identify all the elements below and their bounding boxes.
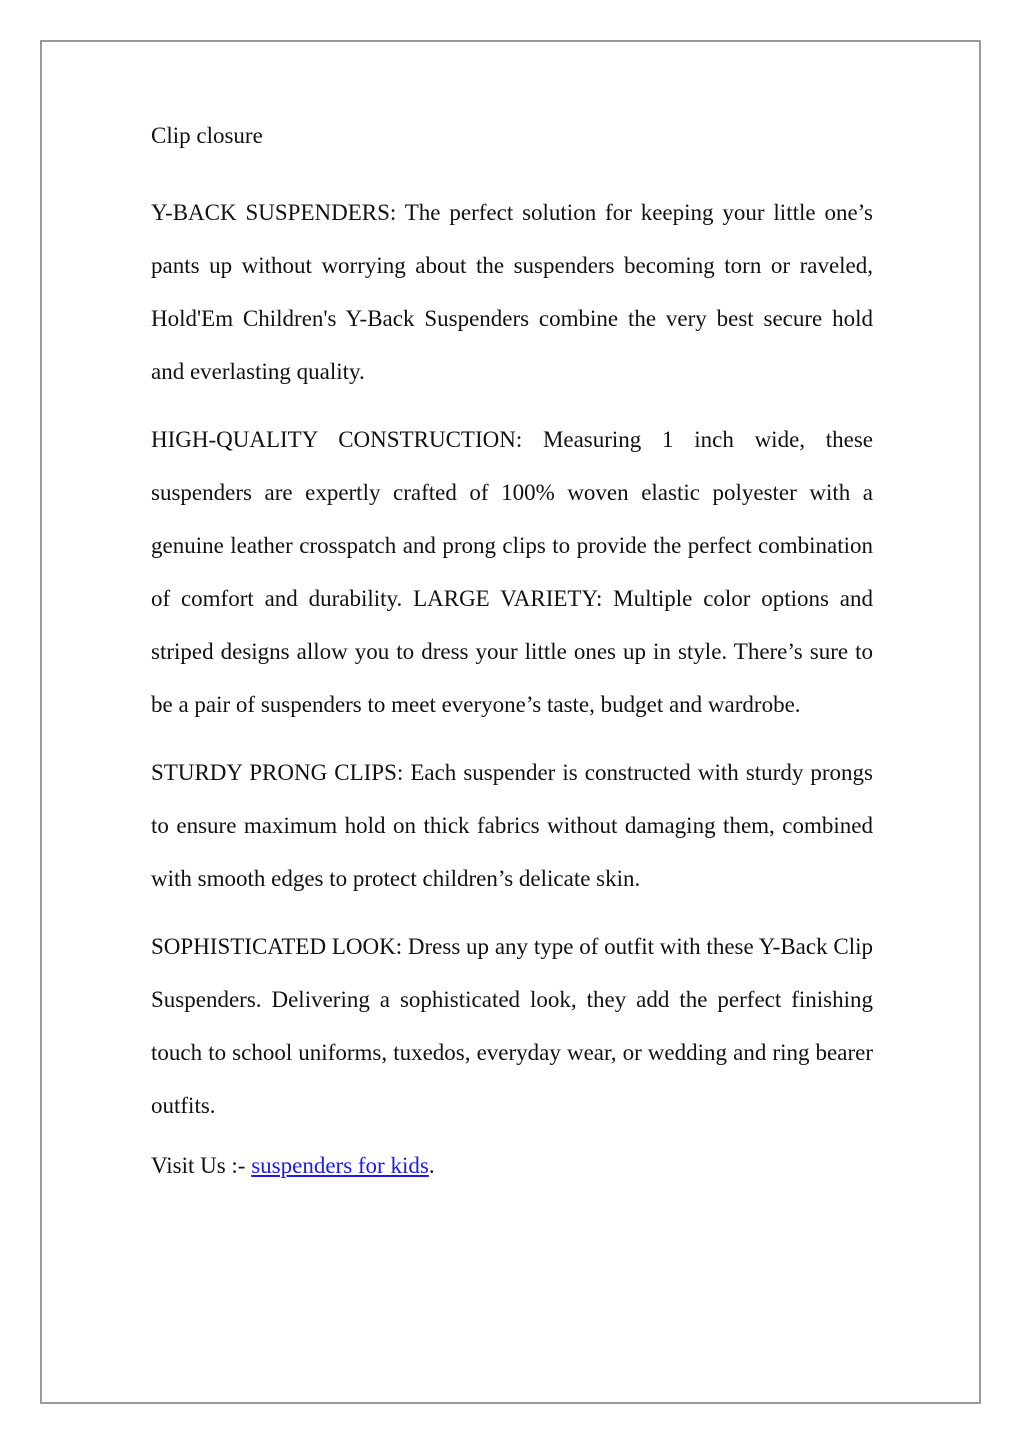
document-body <box>151 117 873 1200</box>
paragraph-sophisticated-look: SOPHISTICATED LOOK: Dress up any type of outfit with these Y-Back Clip Suspenders. Delivering a sophisticated look, they add the perfect finishing touch to school uniforms, tuxedos, everyday wear, or wedding and ring bearer outfits. <box>151 934 873 1118</box>
visit-us-line <box>151 1147 873 1185</box>
suspenders-for-kids-link[interactable]: suspenders for kids <box>251 1153 429 1178</box>
paragraph-y-back-suspenders: Y-BACK SUSPENDERS: The perfect solution for keeping your little one’s pants up without worrying about the suspenders becoming torn or raveled, Hold'Em Children's Y-Back Suspenders combine the very best secure hold and everlasting quality. <box>151 200 873 384</box>
visit-us-suffix: . <box>428 1153 435 1178</box>
heading-clip-closure: Clip closure <box>151 123 263 148</box>
paragraph-high-quality-construction: HIGH-QUALITY CONSTRUCTION: Measuring 1 inch wide, these suspenders are expertly crafted of 100% woven elastic polyester with a genuine leather crosspatch and prong clips to provide the perfect combination of comfort and durability. LARGE VARIETY: Multiple color options and striped designs allow you to dress your little ones up in style. There’s sure to be a pair of suspenders to meet everyone’s taste, budget and wardrobe. <box>151 427 873 717</box>
visit-us-prefix: Visit Us :- <box>151 1153 252 1178</box>
paragraph-sturdy-prong-clips: STURDY PRONG CLIPS: Each suspender is constructed with sturdy prongs to ensure maximum hold on thick fabrics without damaging them, combined with smooth edges to protect children’s delicate skin. <box>151 760 873 891</box>
